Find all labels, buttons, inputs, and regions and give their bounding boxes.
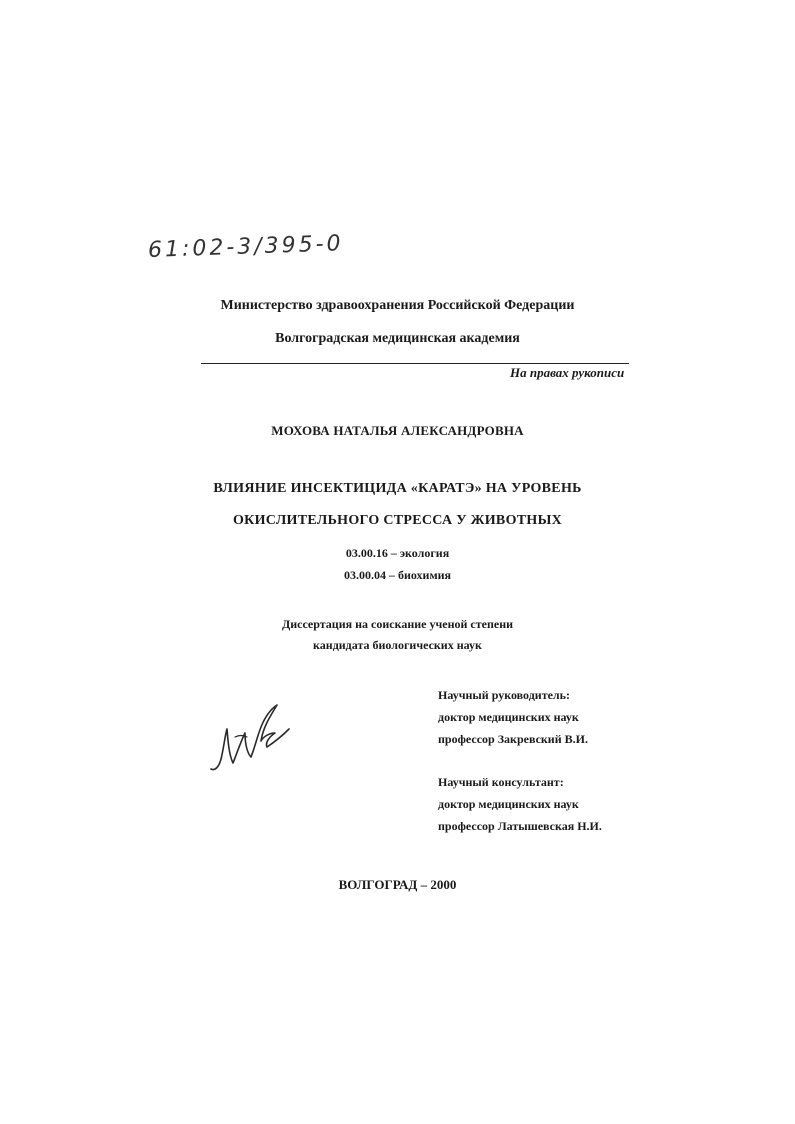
- author-name: МОХОВА НАТАЛЬЯ АЛЕКСАНДРОВНА: [271, 423, 524, 438]
- rights-note: На правах рукописи: [510, 365, 625, 380]
- consultant-heading: Научный консультант:: [438, 775, 564, 789]
- archive-code-handwritten: 61:02-3/395-0: [147, 231, 345, 263]
- specialty-biochemistry: 03.00.04 – биохимия: [343, 568, 452, 582]
- supervisor-heading: Научный руководитель:: [438, 688, 570, 702]
- city-year: ВОЛГОГРАД – 2000: [338, 877, 457, 892]
- supervisor-degree: доктор медицинских наук: [438, 710, 579, 724]
- thesis-title-line-2: ОКИСЛИТЕЛЬНОГО СТРЕССА У ЖИВОТНЫХ: [232, 513, 563, 528]
- academy-name: Волгоградская медицинская академия: [275, 331, 520, 346]
- handwritten-signature: [205, 697, 295, 777]
- consultant-name: профессор Латышевская Н.И.: [438, 819, 602, 833]
- specialty-ecology: 03.00.16 – экология: [345, 546, 450, 560]
- thesis-title-line-1: ВЛИЯНИЕ ИНСЕКТИЦИДА «КАРАТЭ» НА УРОВЕНЬ: [213, 481, 582, 496]
- ministry-name: Министерство здравоохранения Российской Федерации: [220, 298, 575, 313]
- header-divider: [201, 363, 629, 364]
- supervisor-name: профессор Закревский В.И.: [438, 732, 588, 746]
- dissertation-line-2: кандидата биологических наук: [313, 638, 482, 652]
- dissertation-line-1: Диссертация на соискание ученой степени: [281, 617, 514, 631]
- consultant-degree: доктор медицинских наук: [438, 797, 579, 811]
